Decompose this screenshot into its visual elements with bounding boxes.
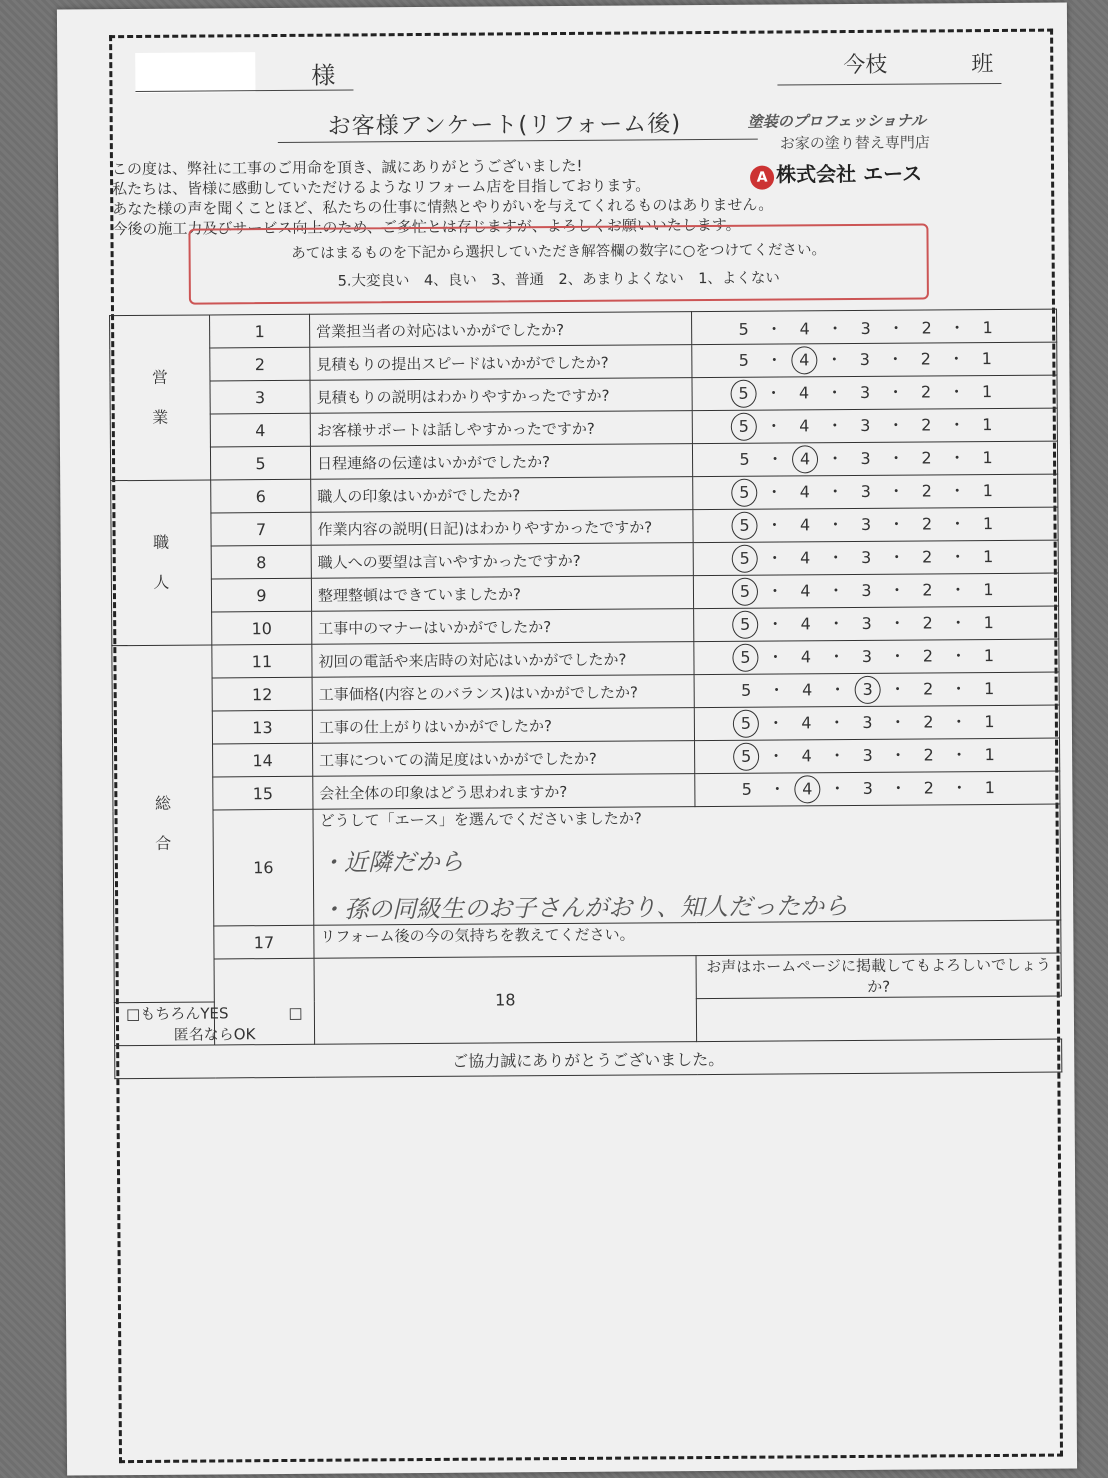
rating-separator: ・ bbox=[768, 680, 785, 700]
rating-option-5[interactable]: 5 bbox=[739, 449, 750, 469]
handwritten-answer: ・近隣だから bbox=[319, 847, 464, 877]
rating-option-3[interactable]: 3 bbox=[860, 448, 871, 468]
rating-options bbox=[692, 408, 1057, 444]
survey-table bbox=[109, 309, 1062, 1080]
question-number: 11 bbox=[212, 644, 312, 678]
rating-separator: ・ bbox=[765, 416, 782, 436]
rating-option-4[interactable]: 4 bbox=[799, 482, 810, 502]
rating-separator: ・ bbox=[948, 349, 965, 369]
rating-option-2[interactable]: 2 bbox=[922, 547, 933, 567]
rating-option-1[interactable]: 1 bbox=[983, 646, 995, 666]
rating-option-4[interactable]: 4 bbox=[791, 346, 817, 374]
team-name: 今枝 bbox=[843, 52, 888, 79]
rating-option-2[interactable]: 2 bbox=[922, 646, 934, 666]
rating-option-2[interactable]: 2 bbox=[921, 317, 932, 338]
question-text: 見積もりの提出スピードはいかがでしたか? bbox=[310, 345, 692, 381]
rating-separator: ・ bbox=[950, 679, 967, 699]
question-text: 作業内容の説明(日記)はわかりやすかったですか? bbox=[311, 510, 693, 546]
rating-option-1[interactable]: 1 bbox=[984, 745, 995, 765]
rating-separator: ・ bbox=[829, 779, 846, 799]
rating-separator: ・ bbox=[888, 580, 906, 600]
category-sales bbox=[110, 315, 211, 481]
question-text: リフォーム後の今の気持ちを教えてください。 bbox=[320, 925, 635, 946]
customer-suffix: 様 bbox=[311, 61, 336, 90]
rating-separator: ・ bbox=[829, 680, 846, 700]
thanks-message: ご協力誠にありがとうございました。 bbox=[115, 1039, 1062, 1079]
question-text: 職人への要望は言いやすかったですか? bbox=[311, 543, 693, 579]
rating-option-2[interactable]: 2 bbox=[923, 712, 934, 732]
rating-separator: ・ bbox=[829, 746, 846, 766]
rating-option-5[interactable]: 5 bbox=[741, 779, 753, 799]
rating-separator: ・ bbox=[765, 383, 782, 403]
rating-option-2[interactable]: 2 bbox=[923, 745, 934, 765]
rating-separator: ・ bbox=[827, 482, 844, 502]
question-text: 工事価格(内容とのバランス)はいかがでしたか? bbox=[312, 675, 694, 711]
rating-option-5[interactable]: 5 bbox=[730, 380, 756, 408]
rating-option-3[interactable]: 3 bbox=[860, 514, 872, 534]
survey-sheet bbox=[57, 2, 1077, 1475]
question-number: 16 bbox=[213, 809, 314, 926]
question-number: 13 bbox=[212, 710, 312, 744]
brand-name: 株式会社 エース bbox=[775, 161, 923, 187]
rating-separator: ・ bbox=[768, 746, 785, 766]
rating-option-1[interactable]: 1 bbox=[982, 415, 993, 435]
rating-separator: ・ bbox=[889, 679, 906, 699]
rating-option-4[interactable]: 4 bbox=[792, 445, 818, 473]
intro-line: この度は、弊社に工事のご用命を頂き、誠にありがとうございました! bbox=[111, 156, 583, 179]
free-answer-17[interactable] bbox=[314, 920, 1061, 958]
question-number: 1 bbox=[210, 314, 310, 348]
brand-tagline: 塗装のプロフェッショナル bbox=[747, 111, 926, 131]
rating-option-4[interactable]: 4 bbox=[798, 383, 810, 403]
rating-option-5[interactable]: 5 bbox=[732, 611, 758, 639]
rating-option-2[interactable]: 2 bbox=[923, 778, 935, 798]
category-craft bbox=[111, 480, 212, 646]
rating-separator: ・ bbox=[887, 448, 905, 468]
rating-separator: ・ bbox=[949, 547, 966, 567]
question-text: 工事の仕上がりはいかがでしたか? bbox=[312, 708, 694, 744]
rating-option-5[interactable]: 5 bbox=[731, 413, 757, 441]
rating-option-3[interactable]: 3 bbox=[861, 580, 872, 600]
category-char: 人 bbox=[153, 572, 170, 592]
rating-option-5[interactable]: 5 bbox=[741, 680, 752, 700]
intro-line: 私たちは、皆様に感動していただけるようなリフォーム店を目指しております。 bbox=[112, 176, 651, 199]
rating-option-5[interactable]: 5 bbox=[738, 350, 750, 370]
rating-option-4[interactable]: 4 bbox=[799, 416, 810, 436]
rating-option-1[interactable]: 1 bbox=[982, 514, 994, 534]
rating-option-5[interactable]: 5 bbox=[732, 578, 758, 606]
rating-option-4[interactable]: 4 bbox=[794, 775, 820, 803]
rating-separator: ・ bbox=[828, 614, 845, 634]
rating-option-5[interactable]: 5 bbox=[731, 512, 757, 540]
rating-option-3[interactable]: 3 bbox=[862, 778, 874, 798]
question-text: 整理整頓はできていましたか? bbox=[311, 576, 693, 612]
rating-separator: ・ bbox=[950, 646, 967, 666]
category-overall bbox=[112, 645, 214, 1003]
footer-row bbox=[115, 1039, 1062, 1079]
rating-separator: ・ bbox=[887, 382, 904, 402]
rating-option-1[interactable]: 1 bbox=[982, 448, 993, 468]
checkbox-yes[interactable]: □もちろんYES bbox=[126, 1004, 229, 1024]
rating-option-1[interactable]: 1 bbox=[982, 317, 993, 337]
rating-option-4[interactable]: 4 bbox=[800, 614, 811, 634]
question-number: 6 bbox=[211, 479, 311, 513]
rating-separator: ・ bbox=[766, 581, 784, 601]
rating-option-1[interactable]: 1 bbox=[983, 580, 994, 600]
rating-separator: ・ bbox=[766, 350, 783, 370]
rating-separator: ・ bbox=[826, 416, 843, 436]
instructions-line1: あてはまるものを下記から選択していただき解答欄の数字に○をつけてください。 bbox=[291, 242, 826, 262]
rating-option-1[interactable]: 1 bbox=[983, 613, 994, 633]
rating-separator: ・ bbox=[766, 515, 783, 535]
rating-option-5[interactable]: 5 bbox=[732, 644, 758, 672]
rating-option-3[interactable]: 3 bbox=[862, 745, 873, 765]
rating-option-3[interactable]: 3 bbox=[861, 646, 873, 666]
rating-options bbox=[693, 540, 1058, 576]
rating-option-2[interactable]: 2 bbox=[922, 580, 933, 600]
rating-separator: ・ bbox=[888, 514, 905, 534]
rating-option-2[interactable]: 2 bbox=[920, 349, 932, 369]
rating-option-2[interactable]: 2 bbox=[921, 415, 932, 435]
rating-options bbox=[692, 342, 1057, 378]
question-text: お客様サポートは話しやすかったですか? bbox=[310, 411, 692, 447]
question-number: 3 bbox=[210, 380, 310, 414]
rating-option-3[interactable]: 3 bbox=[861, 613, 872, 633]
rating-options bbox=[692, 309, 1057, 345]
rating-option-4[interactable]: 4 bbox=[802, 680, 813, 700]
rating-options bbox=[695, 771, 1060, 807]
rating-separator: ・ bbox=[890, 778, 907, 798]
rating-separator: ・ bbox=[827, 548, 844, 568]
rating-separator: ・ bbox=[827, 581, 845, 601]
rating-option-3[interactable]: 3 bbox=[860, 481, 871, 501]
rating-separator: ・ bbox=[950, 712, 967, 732]
rating-option-2[interactable]: 2 bbox=[921, 481, 932, 501]
category-char: 営 bbox=[151, 367, 169, 387]
question-text: お声はホームページに掲載してもよろしいでしょうか? bbox=[696, 953, 1061, 999]
rating-options bbox=[692, 441, 1057, 477]
question-text: どうして「エース」を選んでくださいましたか? bbox=[319, 809, 642, 830]
question-number: 2 bbox=[210, 347, 310, 381]
rating-option-5[interactable]: 5 bbox=[733, 743, 759, 771]
intro-line: あなた様の声を聞くことほど、私たちの仕事に情熱とやりがいを与えてくれるものはありません。 bbox=[112, 195, 774, 219]
checkbox-anonymous[interactable]: □匿名ならOK bbox=[173, 1003, 303, 1044]
rating-option-3[interactable]: 3 bbox=[855, 676, 881, 704]
question-number: 8 bbox=[211, 545, 311, 579]
rating-option-2[interactable]: 2 bbox=[920, 382, 932, 402]
question-number: 4 bbox=[210, 413, 310, 447]
question-text: 職人の印象はいかがでしたか? bbox=[311, 477, 693, 513]
rating-separator: ・ bbox=[827, 515, 844, 535]
category-char: 職 bbox=[153, 532, 170, 552]
rating-option-3[interactable]: 3 bbox=[860, 415, 871, 435]
rating-separator: ・ bbox=[828, 713, 845, 733]
rating-separator: ・ bbox=[769, 779, 786, 799]
rating-option-4[interactable]: 4 bbox=[800, 548, 811, 568]
rating-option-4[interactable]: 4 bbox=[800, 581, 811, 601]
rating-separator: ・ bbox=[766, 449, 784, 469]
question-text: 工事についての満足度はいかがでしたか? bbox=[313, 741, 695, 777]
rating-option-3[interactable]: 3 bbox=[859, 349, 871, 369]
rating-separator: ・ bbox=[826, 449, 844, 469]
rating-separator: ・ bbox=[889, 712, 906, 732]
survey-title: お客様アンケート(リフォーム後) bbox=[327, 111, 682, 140]
rating-separator: ・ bbox=[767, 647, 784, 667]
rating-option-1[interactable]: 1 bbox=[983, 547, 994, 567]
rating-options bbox=[694, 705, 1059, 741]
rating-separator: ・ bbox=[888, 318, 905, 338]
rating-separator: ・ bbox=[951, 745, 968, 765]
free-answer-16[interactable] bbox=[313, 804, 1061, 925]
rating-options bbox=[692, 375, 1057, 411]
question-text: 工事中のマナーはいかがでしたか? bbox=[312, 609, 694, 645]
question-number: 12 bbox=[212, 677, 312, 711]
category-char: 合 bbox=[155, 833, 172, 853]
rating-options bbox=[693, 573, 1058, 609]
rating-separator: ・ bbox=[766, 482, 783, 502]
rating-separator: ・ bbox=[889, 613, 906, 633]
intro-line: 今後の施工力及びサービス向上のため、ご多忙とは存じますが、よろしくお願いいたします。 bbox=[112, 215, 741, 239]
rating-separator: ・ bbox=[889, 646, 906, 666]
question-row-18 bbox=[114, 953, 1061, 1003]
rating-options bbox=[693, 507, 1058, 543]
rating-separator: ・ bbox=[950, 613, 967, 633]
question-text: 初回の電話や来店時の対応はいかがでしたか? bbox=[312, 642, 694, 678]
category-char: 総 bbox=[154, 793, 172, 813]
rating-separator: ・ bbox=[948, 448, 966, 468]
rating-option-3[interactable]: 3 bbox=[859, 382, 871, 402]
category-char: 業 bbox=[152, 407, 169, 427]
rating-separator: ・ bbox=[766, 548, 783, 568]
question-text: 営業担当者の対応はいかがでしたか? bbox=[310, 312, 692, 348]
rating-separator: ・ bbox=[887, 349, 904, 369]
ace-logo-icon: A bbox=[750, 166, 774, 190]
rating-separator: ・ bbox=[888, 481, 905, 501]
rating-separator: ・ bbox=[828, 647, 845, 667]
rating-separator: ・ bbox=[766, 318, 783, 339]
rating-option-2[interactable]: 2 bbox=[921, 514, 933, 534]
handwritten-answer: ・孫の同級生のお子さんがおり、知人だったから bbox=[320, 892, 849, 924]
question-number: 10 bbox=[212, 611, 312, 645]
rating-option-4[interactable]: 4 bbox=[799, 318, 810, 338]
instructions-line2: 5.大変良い 4、良い 3、普通 2、あまりよくない 1、よくない bbox=[337, 270, 780, 290]
team-suffix: 班 bbox=[971, 52, 994, 78]
rating-option-1[interactable]: 1 bbox=[984, 712, 995, 732]
question-text: 日程連絡の伝達はいかがでしたか? bbox=[310, 444, 692, 480]
rating-separator: ・ bbox=[948, 382, 965, 402]
question-text: 会社全体の印象はどう思われますか? bbox=[313, 774, 695, 810]
rating-separator: ・ bbox=[826, 350, 843, 370]
rating-separator: ・ bbox=[949, 317, 966, 337]
rating-option-3[interactable]: 3 bbox=[861, 547, 872, 567]
rating-separator: ・ bbox=[890, 745, 907, 765]
brand-subtitle: お家の塗り替え専門店 bbox=[779, 133, 930, 153]
rating-separator: ・ bbox=[949, 580, 967, 600]
publish-options bbox=[114, 1001, 314, 1045]
rating-option-4[interactable]: 4 bbox=[801, 713, 812, 733]
rating-option-1[interactable]: 1 bbox=[983, 679, 995, 699]
rating-option-4[interactable]: 4 bbox=[801, 746, 812, 766]
rating-separator: ・ bbox=[948, 415, 965, 435]
rating-option-2[interactable]: 2 bbox=[922, 613, 933, 633]
question-row-16 bbox=[113, 804, 1061, 927]
rating-separator: ・ bbox=[767, 614, 784, 634]
rating-separator: ・ bbox=[888, 547, 905, 567]
rating-option-1[interactable]: 1 bbox=[984, 778, 996, 798]
instructions-box bbox=[188, 223, 929, 304]
question-number: 5 bbox=[210, 446, 310, 480]
rating-option-5[interactable]: 5 bbox=[738, 319, 749, 339]
question-text: 見積もりの説明はわかりやすかったですか? bbox=[310, 378, 692, 414]
rating-separator: ・ bbox=[951, 778, 968, 798]
rating-option-5[interactable]: 5 bbox=[733, 710, 759, 738]
rating-options bbox=[694, 606, 1059, 642]
rating-options bbox=[695, 738, 1060, 774]
rating-option-1[interactable]: 1 bbox=[981, 382, 993, 402]
rating-separator: ・ bbox=[767, 713, 784, 733]
rating-option-5[interactable]: 5 bbox=[732, 545, 758, 573]
rating-separator: ・ bbox=[827, 318, 844, 338]
question-number: 14 bbox=[213, 743, 313, 777]
rating-option-4[interactable]: 4 bbox=[799, 515, 811, 535]
question-number: 15 bbox=[213, 776, 313, 810]
rating-separator: ・ bbox=[887, 415, 904, 435]
rating-separator: ・ bbox=[826, 383, 843, 403]
question-number: 7 bbox=[211, 512, 311, 546]
rating-options bbox=[694, 672, 1059, 708]
rating-option-3[interactable]: 3 bbox=[862, 712, 873, 732]
rating-separator: ・ bbox=[949, 514, 966, 534]
rating-option-5[interactable]: 5 bbox=[731, 479, 757, 507]
rating-separator: ・ bbox=[949, 481, 966, 501]
rating-option-4[interactable]: 4 bbox=[800, 647, 812, 667]
rating-options bbox=[693, 474, 1058, 510]
question-number: 9 bbox=[211, 578, 311, 612]
question-number: 17 bbox=[214, 925, 314, 959]
rating-option-1[interactable]: 1 bbox=[982, 481, 993, 501]
redacted-name bbox=[135, 52, 255, 93]
rating-option-2[interactable]: 2 bbox=[921, 448, 932, 468]
rating-option-3[interactable]: 3 bbox=[860, 318, 871, 338]
rating-option-1[interactable]: 1 bbox=[981, 349, 993, 369]
question-number: 18 bbox=[314, 956, 697, 1045]
rating-option-2[interactable]: 2 bbox=[922, 679, 934, 699]
rating-options bbox=[694, 639, 1059, 675]
